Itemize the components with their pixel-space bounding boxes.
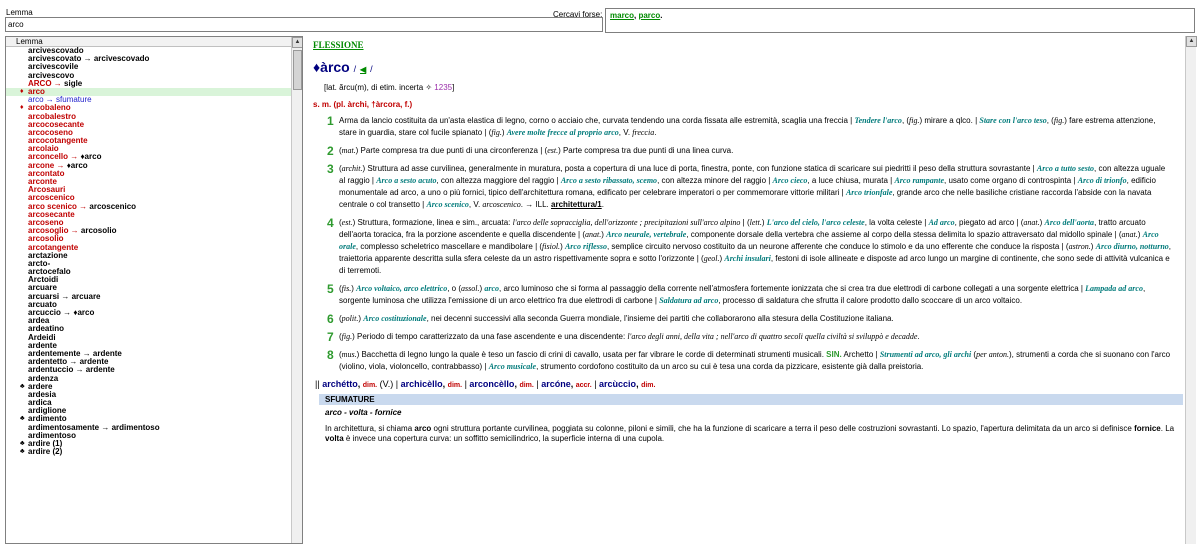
lemma-list [6, 47, 292, 456]
example-phrase: L'arco del cielo, l'arco celeste [766, 218, 865, 227]
search-bar [0, 0, 1200, 34]
usage-label: est. [341, 218, 353, 227]
sense-fragment: ) [1039, 218, 1045, 227]
sense-2 [327, 145, 1173, 157]
sense-fragment: , piegato ad arco | ( [954, 218, 1024, 227]
example-phrase: Arco cieco [772, 176, 808, 185]
sense-fragment: ) mirare a qlco. | [919, 116, 980, 125]
suggest-label: Cercavi forse: [553, 10, 603, 19]
lemma-arrow-target: ♦arco [66, 160, 88, 170]
sense-fragment: ( [339, 284, 342, 293]
derivative-tag: dim. [641, 382, 656, 389]
club-icon: ♣ [20, 448, 25, 456]
club-icon: ♣ [20, 382, 25, 390]
derivative-word: arcùccio [599, 379, 637, 389]
derivative-word: archicèllo [400, 379, 443, 389]
sfumature-text: è invece una copertura curva: un soffitto semicilindrico, la superficie interna di una cupola. [343, 434, 665, 443]
sense-fragment: Archetto | [841, 350, 880, 359]
sense-fragment: , complesso scheletrico mascellare e mandibolare | ( [355, 242, 543, 251]
derivative-word: arconcèllo [469, 379, 515, 389]
sense-fragment: , nei decenni successivi alla seconda Guerra mondiale, l'insieme dei partiti che collaborarono alla stesura della Costituzione italiana. [426, 314, 894, 323]
suggestions-box [605, 8, 1195, 33]
sense-4 [327, 217, 1173, 277]
derivative-word: archétto [322, 379, 358, 389]
derivative-space: , [514, 379, 520, 389]
sfumature-text: . La [1160, 424, 1175, 433]
sense-fragment: , la volta celeste | [864, 218, 929, 227]
sfumature-section [319, 394, 1183, 444]
sfumature-keyword: volta [325, 434, 344, 443]
scroll-up-arrow-icon[interactable]: ▲ [1186, 36, 1197, 47]
example-phrase: Arco a sesto acuto [376, 176, 437, 185]
italic-text: arcoscenico [482, 200, 521, 209]
sense-fragment: , con altezza maggiore del raggio | [436, 176, 561, 185]
lemma-text: arcocosecante [28, 119, 85, 129]
etymology-close: ] [452, 83, 455, 92]
example-phrase: Arco di trionfo [1077, 176, 1127, 185]
arrow-icon: → [80, 348, 93, 358]
lemma-label: Lemma [6, 8, 33, 17]
lemma-list-scrollbar[interactable] [291, 37, 302, 543]
sense-8 [327, 349, 1173, 373]
sense-fragment: ) [1090, 242, 1096, 251]
lemma-text: arco scenico [28, 201, 77, 211]
lemma-text: arctocefalo [28, 267, 71, 277]
pron-close: / [370, 64, 373, 74]
flessione-link[interactable]: FLESSIONE [313, 40, 364, 50]
derivative-separator: | [393, 379, 401, 389]
lemma-text: ardenza [28, 373, 59, 383]
sense-fragment: , arco luminoso che si forma al passaggio della corrente nell'atmosfera fortemente ionizzata che si crea tra due elettrodi di carbone collegati a una sorgente elettrica | [499, 284, 1086, 293]
sense-fragment: ) [351, 284, 357, 293]
sfumature-text: In architettura, si chiama [325, 424, 415, 433]
sense-fragment: ( [339, 218, 342, 227]
example-phrase: Arco musicale [488, 362, 537, 371]
sense-number: 1 [327, 114, 334, 128]
lemma-text: ardeatino [28, 324, 65, 334]
example-phrase: Arco neurale, vertebrale [606, 230, 687, 239]
sense-fragment: ) [1137, 230, 1143, 239]
lemma-text: arcoseno [28, 217, 64, 227]
sfumature-keyword: fornice [1134, 424, 1161, 433]
lemma-arrow-target: ardimentoso [111, 422, 160, 432]
lemma-text: arcuato [28, 299, 57, 309]
suggestion-link-parco[interactable]: parco [638, 11, 661, 20]
example-phrase: Arco diurno, notturno [1095, 242, 1169, 251]
example-phrase: Tendere l'arco [854, 116, 902, 125]
example-phrase: Arco scenico [426, 200, 469, 209]
sense-1 [327, 115, 1173, 139]
sense-fragment: ) Bacchetta di legno lungo la quale è teso un fascio di crini di cavallo, usata per far vibrare le corde di determinati strumenti musicali. [356, 350, 827, 359]
sense-text [339, 283, 1173, 307]
diamond-icon: ♦ [20, 104, 24, 112]
sense-fragment: , con altezza minore del raggio | [657, 176, 773, 185]
example-phrase: Stare con l'arco teso [979, 116, 1047, 125]
senses-list [313, 115, 1181, 373]
lemma-text: arctazione [28, 250, 68, 260]
sense-text [339, 349, 1173, 373]
arrow-icon: → [60, 308, 74, 317]
lemma-text: arco [28, 86, 45, 96]
sense-fragment: . [917, 332, 920, 341]
lemma-list-header: Lemma [6, 37, 302, 47]
lemma-arrow-target: ardente [85, 365, 115, 375]
lemma-text: arcivescovato [28, 54, 82, 64]
lemma-arrow-target: ♦arco [73, 308, 95, 317]
lemma-text: arconcello [28, 152, 69, 162]
sense-fragment: ) [601, 230, 607, 239]
usage-label: geol. [703, 254, 720, 263]
sfumature-title: arco - volta - fornice [325, 408, 402, 417]
sense-fragment: , ( [1046, 116, 1054, 125]
sense-fragment: , edificio monumentale ad arco, a uno o più fornici, tipico dell'architettura romana, edificato per celebrare imperatori o per commemorare vittorie militari | [339, 176, 1156, 197]
lemma-arrow-target: arcosolio [80, 226, 117, 236]
derivative-tag: dim. [519, 382, 534, 389]
sense-fragment: ) [719, 254, 725, 263]
sense-fragment: ( [339, 146, 342, 155]
lemma-text: arconte [28, 177, 57, 186]
lemma-text: ardimentoso [28, 430, 77, 440]
sense-text [339, 115, 1173, 139]
sense-number: 5 [327, 282, 334, 296]
lemma-arrow-target: arcivescovado [93, 54, 150, 64]
pron-open: / [353, 64, 357, 74]
usage-label: assol. [461, 284, 480, 293]
italic-text: freccia [632, 128, 655, 137]
lemma-text: ardimentosamente [28, 422, 100, 432]
sense-fragment: , festoni di isole allineate e disposte ad arco lungo un margine di continente, che sono sede di attività vulcanica e di terremoti. [339, 254, 1170, 275]
derivative-space: , [636, 379, 642, 389]
lemma-arrow-target: ardente [92, 348, 122, 358]
audio-speaker-icon[interactable]: ◀ [360, 65, 367, 74]
usage-label: est. [547, 146, 559, 155]
example-phrase: Arco costituzionale [363, 314, 427, 323]
lemma-text: arcoscenico [28, 193, 75, 203]
lemma-text: ardica [28, 398, 52, 408]
usage-label: archit. [341, 164, 363, 173]
lemma-text: ardentuccio [28, 365, 74, 375]
sense-fragment: ), strumenti a corda che si suonano con l'arco (violino, viola, violoncello, contrabbasso) | [339, 350, 1171, 371]
diamond-icon: ♦ [20, 87, 24, 95]
sfumature-body [319, 421, 1183, 444]
sense-fragment: ) [479, 284, 485, 293]
example-phrase: Arco a tutto sesto [1036, 164, 1095, 173]
lemma-text: arcuarsi [28, 291, 60, 301]
lemma-arrow-target: sigle [64, 78, 83, 88]
arrow-icon: → [67, 357, 80, 367]
sense-fragment: ( [339, 350, 342, 359]
sense-fragment: , processo di saldatura che sfrutta il calore prodotto dallo scoccare di un arco voltaico. [718, 296, 1023, 305]
lemma-text: ardere [28, 381, 53, 391]
sense-fragment: ( [971, 350, 977, 359]
scroll-up-arrow-icon[interactable]: ▲ [292, 37, 303, 48]
usage-label: astron. [1068, 242, 1091, 251]
headword-line [313, 59, 1181, 75]
arrow-icon: → [76, 201, 90, 211]
sense-fragment: ) [501, 128, 507, 137]
lemma-arrow-target: arcuare [71, 291, 101, 301]
sense-fragment: , V. [468, 200, 483, 209]
example-phrase: Avere molte frecce al proprio arco [506, 128, 619, 137]
lemma-text: ardentetto [28, 357, 68, 367]
sense-fragment: ) Struttura ad asse curvilinea, generalmente in muratura, posta a copertura di una luce di porta, finestra, ponte, con funzione statica di scaricare sui piedritti il peso della struttura sovrastante | [362, 164, 1037, 173]
lemma-arrow-target: ardente [79, 357, 109, 367]
usage-label: fis. [341, 284, 352, 293]
usage-label: anat. [584, 230, 602, 239]
sense-fragment: , a luce chiusa, murata | [807, 176, 895, 185]
lemma-text: arcosolio [28, 234, 64, 244]
example-phrase: Ad arco [928, 218, 955, 227]
lemma-text: arcivescovo [28, 70, 75, 80]
usage-label: mus. [341, 350, 357, 359]
sense-number: 6 [327, 312, 334, 326]
sense-fragment: Arma da lancio costituita da un'asta elastica di legno, corno o acciaio che, curvata tendendo una corda fissata alle estremità, scaglia una freccia | [339, 116, 855, 125]
arrow-icon: → [73, 365, 86, 375]
lemma-text: arcto- [28, 258, 51, 268]
usage-label: fig. [1053, 116, 1065, 125]
sense-fragment: , tratto arcuato dell'aorta toracica, fra la porzione ascendente e quella discendente | ( [339, 218, 1146, 239]
sense-fragment: ) Parte compresa tra due punti di una circonferenza | ( [355, 146, 548, 155]
sense-fragment: , semplice circuito nervoso costituito da un neurone afferente che conduce lo stimolo e da uno efferente che conduce la risposta | ( [606, 242, 1069, 251]
lemma-text: arcontato [28, 168, 65, 178]
sense-fragment: ) Struttura, formazione, linea e sim., arcuata: [352, 218, 513, 227]
derivative-separator: | [462, 379, 470, 389]
synonym-label: SIN. [826, 350, 842, 359]
example-phrase: Archi insulari [724, 254, 771, 263]
sense-fragment: ( [339, 164, 342, 173]
example-phrase: Arco voltaico, arco elettrico [356, 284, 448, 293]
sense-fragment: , V. [618, 128, 633, 137]
headword: àrco [320, 59, 350, 75]
sense-fragment: . [601, 200, 604, 209]
lemma-list-item[interactable] [6, 448, 292, 456]
derivatives-line [315, 379, 1181, 389]
lemma-text: arco [28, 95, 44, 105]
sense-fragment: ) [560, 242, 565, 251]
lemma-text: arcone [28, 160, 55, 170]
example-phrase: Arco a sesto ribassato, scemo [560, 176, 658, 185]
example-phrase: Saldatura ad arco [659, 296, 719, 305]
derivative-separator: || [315, 379, 323, 389]
etymology-text: [lat. ărcu(m), di etim. incerta ✧ [324, 83, 433, 92]
example-phrase: Arco orale [339, 230, 1159, 251]
sense-6 [327, 313, 1173, 325]
sense-number: 7 [327, 330, 334, 344]
usage-label: fisiol. [542, 242, 561, 251]
sense-text [339, 163, 1173, 211]
sense-number: 2 [327, 144, 334, 158]
usage-label: polit. [341, 314, 359, 323]
lemma-text: ARCO [28, 78, 52, 88]
lemma-text: arcobaleno [28, 103, 71, 113]
sense-text [339, 313, 1173, 325]
derivative-separator: | [591, 379, 600, 389]
sense-text [339, 145, 1173, 157]
sense-3 [327, 163, 1173, 211]
etymology-year: 1235 [434, 83, 453, 92]
derivative-space: , [357, 379, 363, 389]
lemma-text: ardire (1) [28, 439, 63, 448]
lemma-text: arcocotangente [28, 136, 88, 146]
sfumature-header: SFUMATURE [319, 394, 1183, 405]
usage-label: per anton. [976, 350, 1009, 359]
usage-label: mat. [341, 146, 356, 155]
sense-fragment: ) [761, 218, 767, 227]
illustration-link[interactable]: architettura/1 [551, 200, 602, 209]
arrow-icon: → [81, 54, 94, 64]
suggestion-link-marco[interactable]: marco [610, 11, 635, 20]
diamond-icon: ♦ [313, 59, 321, 75]
sense-fragment: . [654, 128, 657, 137]
sense-fragment: ( [339, 314, 342, 323]
lemma-text: ardesia [28, 389, 57, 399]
lemma-text: ardentemente [28, 348, 81, 358]
example-phrase: arco [484, 284, 500, 293]
suggestion-end: . [660, 11, 663, 20]
italic-text: l'arco delle sopracciglia, dell'orizzonte ; precipitazioni sull'arco alpino [512, 218, 741, 227]
sense-text [339, 217, 1173, 277]
sense-fragment: ) Periodo di tempo caratterizzato da una fase ascendente e una discendente: [352, 332, 628, 341]
sense-fragment: , usato come organo di controspinta | [944, 176, 1078, 185]
club-icon: ♣ [20, 440, 25, 447]
suggestion-separator: , [634, 11, 639, 20]
example-phrase: Arco rampante [894, 176, 944, 185]
lemma-text: Arcosauri [28, 185, 66, 195]
lemma-text: ardea [28, 316, 50, 326]
lemma-text: ardente [28, 340, 57, 350]
lemma-text: arcotangente [28, 242, 79, 252]
example-phrase: Arco riflesso [564, 242, 607, 251]
derivative-separator: | [533, 379, 542, 389]
usage-label: fig. [491, 128, 502, 137]
arrow-icon: → [68, 226, 81, 236]
sense-fragment: ) Parte compresa tra due punti di una linea curva. [558, 146, 734, 155]
sfumature-keyword: arco [414, 424, 432, 433]
example-phrase: Strumenti ad arco, gli archi [879, 350, 972, 359]
lemma-text: ardiglione [28, 406, 67, 416]
arrow-icon: → [68, 152, 81, 162]
sense-number: 4 [327, 216, 334, 230]
lemma-text: arcuare [28, 283, 57, 293]
lemma-list-panel [5, 36, 303, 544]
sense-fragment: ( [339, 332, 342, 341]
arrow-icon: → [54, 160, 67, 170]
usage-label: anat. [1121, 230, 1138, 239]
derivative-space: , [442, 379, 448, 389]
sense-fragment: ) fare estrema attenzione, stare in guardia, stare col fucile spianato | ( [339, 116, 1156, 137]
sense-5 [327, 283, 1173, 307]
lemma-list-item[interactable] [6, 80, 292, 88]
derivative-extra: (V.) [377, 379, 394, 389]
lemma-text: arcolaio [28, 144, 59, 154]
sense-fragment: , strumento cordofono costituito da un arco su cui è tesa una corda da pizzicare, esistente già dalla preistoria. [536, 362, 924, 371]
lemma-list-scroll-thumb[interactable] [293, 50, 302, 90]
usage-label: lett. [749, 218, 762, 227]
sense-number: 8 [327, 348, 334, 362]
derivative-tag: accr. [575, 382, 592, 389]
sense-fragment: , sorgente luminosa che utilizza l'emissione di un arco elettrico fra due elettrodi di carbone | [339, 284, 1146, 305]
derivative-tag: dim. [447, 382, 463, 389]
lemma-text: arcivescovado [28, 46, 84, 55]
lemma-arrow-target: sfumature [56, 95, 92, 105]
lemma-text: arcivescovile [28, 62, 79, 72]
grammar-info: s. m. (pl. àrchi, †àrcora, f.) [313, 100, 413, 109]
example-phrase: Arco trionfale [845, 188, 893, 197]
lemma-text: arcuccio [28, 308, 61, 317]
sense-fragment: . → ILL. [520, 200, 551, 209]
sfumature-text: ogni struttura portante curvilinea, poggiata su colonne, piloni e simili, che ha la funzione di scaricare a terra il peso delle costruzioni sovrastanti. Lo spazio, l'apertura delimitata da un arco si definisce [431, 424, 1135, 433]
derivative-word: arcóne [541, 379, 571, 389]
club-icon: ♣ [20, 415, 25, 423]
lemma-text: arcosoglio [28, 226, 69, 236]
lemma-text: Ardeidi [28, 332, 56, 342]
lemma-text: ardire (2) [28, 447, 63, 457]
entry-content [307, 36, 1185, 544]
usage-label: anat. [1023, 218, 1040, 227]
content-scrollbar[interactable] [1185, 36, 1196, 544]
sense-text [339, 331, 1173, 343]
example-phrase: Arco dell'aorta [1044, 218, 1095, 227]
derivative-space: , [570, 379, 576, 389]
lemma-search-input[interactable] [5, 17, 603, 32]
sense-fragment: , grande arco che nelle basiliche cristiane raccorda l'abside con la navata centrale o col transetto | [339, 188, 1152, 209]
sense-fragment: | ( [740, 218, 750, 227]
sense-7 [327, 331, 1173, 343]
lemma-arrow-target: ♦arco [80, 152, 102, 162]
arrow-icon: → [43, 95, 57, 105]
sense-fragment: , con altezza uguale al raggio | [339, 164, 1166, 185]
usage-label: fig. [909, 116, 920, 125]
arrow-icon: → [51, 78, 65, 88]
derivative-tag: dim. [362, 382, 378, 389]
italic-text: l'arco degli anni, della vita ; nell'arco di quattro secoli quella civiltà si sviluppò e decadde [627, 332, 918, 341]
sense-fragment: , ( [901, 116, 910, 125]
lemma-text: arcobalestro [28, 111, 77, 121]
lemma-text: arcosecante [28, 209, 75, 219]
sense-number: 3 [327, 162, 334, 176]
lemma-text: Arctoidi [28, 275, 59, 285]
lemma-arrow-target: arcoscenico [89, 201, 137, 211]
lemma-text: ardimento [28, 414, 67, 424]
usage-label: fig. [341, 332, 353, 341]
sense-fragment: , componente dorsale della vertebra che assieme al corpo della stessa delimita lo spazio attraversato dal midollo spinale | ( [686, 230, 1122, 239]
sense-fragment: , traiettoria apparente descritta sulla sfera celeste da un astro rispettivamente sopra e sotto l'orizzonte | ( [339, 242, 1171, 263]
sense-fragment: ) [358, 314, 364, 323]
etymology [324, 83, 1181, 92]
sense-fragment: , o ( [447, 284, 461, 293]
arrow-icon: → [99, 422, 112, 432]
lemma-text: arcocoseno [28, 127, 73, 137]
example-phrase: Lampada ad arco [1085, 284, 1143, 293]
arrow-icon: → [59, 291, 72, 301]
